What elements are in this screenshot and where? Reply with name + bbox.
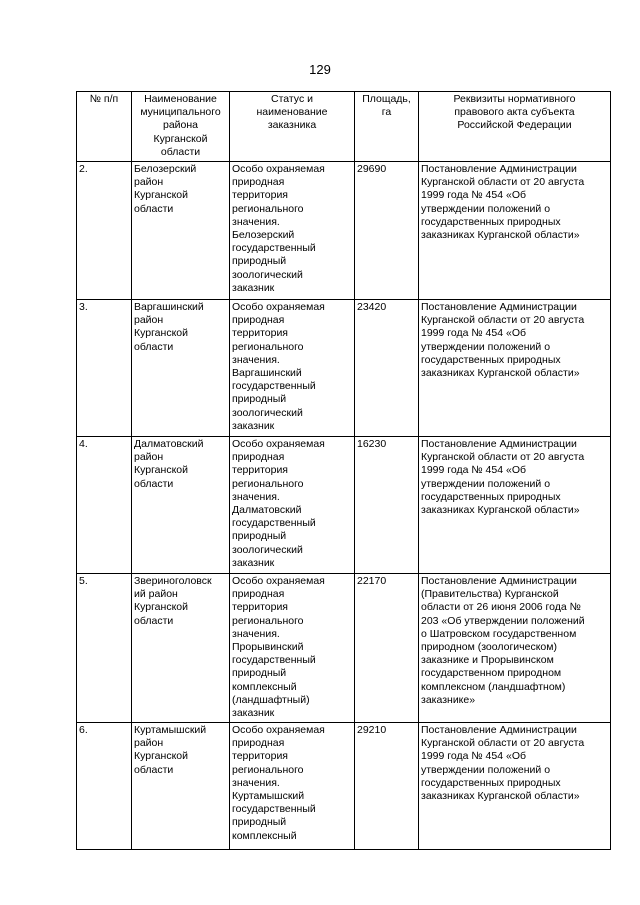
cell-number: 3. [77, 300, 132, 437]
reserves-table [76, 91, 611, 850]
cell-district: Куртамышский район Курганской области [132, 723, 230, 850]
cell-area: 23420 [355, 300, 419, 437]
cell-area: 22170 [355, 574, 419, 723]
header-status: Статус и наименование заказника [230, 92, 355, 162]
table-row [77, 300, 611, 437]
table-row [77, 437, 611, 574]
page-number: 129 [309, 62, 331, 77]
table-row [77, 574, 611, 723]
cell-number: 4. [77, 437, 132, 574]
cell-legal-act: Постановление Администрации (Правительства) Курганской области от 26 июня 2006 года № 203 «Об утверждении положений о Шатровском государственном природном (зоологическом) заказнике и Прорывинском государственном природном комплексном (ландшафтном) заказнике» [419, 574, 611, 723]
cell-district: Звериноголовск ий район Курганской области [132, 574, 230, 723]
cell-legal-act: Постановление Администрации Курганской области от 20 августа 1999 года № 454 «Об утверждении положений о государственных природных заказниках Курганской области» [419, 300, 611, 437]
header-area: Площадь, га [355, 92, 419, 162]
cell-legal-act: Постановление Администрации Курганской области от 20 августа 1999 года № 454 «Об утверждении положений о государственных природных заказниках Курганской области» [419, 437, 611, 574]
cell-number: 6. [77, 723, 132, 850]
cell-status: Особо охраняемая природная территория регионального значения. Далматовский государственный природный зоологический заказник [230, 437, 355, 574]
header-number: № п/п [77, 92, 132, 162]
header-district: Наименование муниципального района Курганской области [132, 92, 230, 162]
header-legal-act: Реквизиты нормативного правового акта субъекта Российской Федерации [419, 92, 611, 162]
cell-status: Особо охраняемая природная территория регионального значения. Куртамышский государственный природный комплексный [230, 723, 355, 850]
cell-area: 16230 [355, 437, 419, 574]
cell-district: Далматовский район Курганской области [132, 437, 230, 574]
cell-legal-act: Постановление Администрации Курганской области от 20 августа 1999 года № 454 «Об утверждении положений о государственных природных заказниках Курганской области» [419, 162, 611, 300]
table-header-row [77, 92, 611, 162]
cell-status: Особо охраняемая природная территория регионального значения. Варгашинский государственный природный зоологический заказник [230, 300, 355, 437]
cell-number: 5. [77, 574, 132, 723]
cell-legal-act: Постановление Администрации Курганской области от 20 августа 1999 года № 454 «Об утверждении положений о государственных природных заказниках Курганской области» [419, 723, 611, 850]
table-row [77, 162, 611, 300]
cell-status: Особо охраняемая природная территория регионального значения. Прорывинский государственный природный комплексный (ландшафтный) заказник [230, 574, 355, 723]
cell-status: Особо охраняемая природная территория регионального значения. Белозерский государственный природный зоологический заказник [230, 162, 355, 300]
table-row [77, 723, 611, 850]
cell-district: Белозерский район Курганской области [132, 162, 230, 300]
cell-number: 2. [77, 162, 132, 300]
cell-district: Варгашинский район Курганской области [132, 300, 230, 437]
cell-area: 29210 [355, 723, 419, 850]
cell-area: 29690 [355, 162, 419, 300]
